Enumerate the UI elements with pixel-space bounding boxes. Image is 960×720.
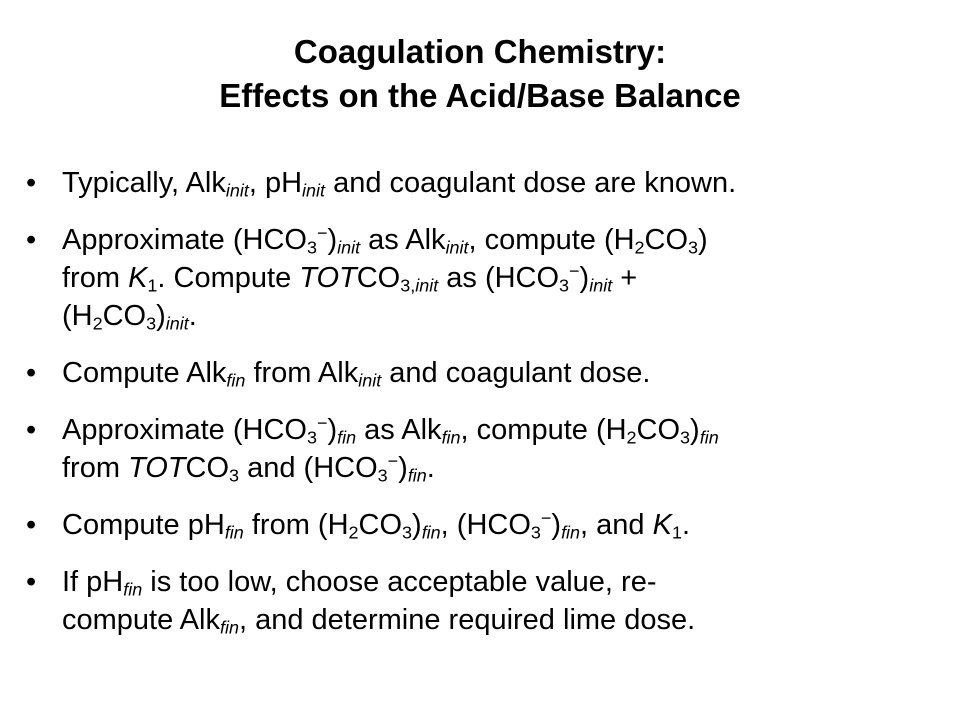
bullet-text: . <box>188 300 197 332</box>
bullet-text: is too low, choose acceptable value, re- <box>142 566 657 598</box>
bullet-text: ) <box>327 224 338 256</box>
bullet-text: , (HCO <box>440 509 531 541</box>
bullet-text-line <box>62 164 946 202</box>
bullet-text: ) <box>156 300 166 332</box>
bullet-text: If pH <box>62 566 124 598</box>
bullet-text: from Alk <box>245 357 359 389</box>
subscript-text: fin <box>407 465 427 486</box>
bullet-text: CO <box>358 509 403 541</box>
bullet-text: ) <box>327 414 338 446</box>
subscript-text: init <box>415 275 439 296</box>
bullet-item <box>26 411 946 487</box>
bullet-text: ) <box>551 509 562 541</box>
subscript-text: 3, <box>400 275 416 296</box>
bullet-dot-icon: • <box>26 566 37 598</box>
bullet-item <box>26 563 946 639</box>
bullet-text: TOT <box>128 452 186 484</box>
bullet-text: as (HCO <box>438 262 560 294</box>
bullet-text-line <box>62 563 946 601</box>
superscript-text: − <box>540 508 552 529</box>
bullet-text: , pH <box>248 167 303 199</box>
bullet-text: , and determine required lime dose. <box>238 604 696 636</box>
subscript-text: init <box>337 237 361 258</box>
bullet-text-line <box>62 601 946 639</box>
subscript-text: init <box>358 370 382 391</box>
subscript-text: 3 <box>402 522 413 543</box>
subscript-text: fin <box>226 370 246 391</box>
bullet-text-line <box>62 354 946 392</box>
bullet-text: compute Alk <box>62 604 220 636</box>
subscript-text: 3 <box>530 522 541 543</box>
subscript-text: 3 <box>688 237 699 258</box>
subscript-text: fin <box>337 427 357 448</box>
subscript-text: 1 <box>671 522 682 543</box>
subscript-text: 2 <box>348 522 359 543</box>
subscript-text: 1 <box>147 275 158 296</box>
bullet-text: CO <box>644 224 689 256</box>
title-line-2: Effects on the Acid/Base Balance <box>219 77 741 114</box>
subscript-text: 3 <box>146 313 157 334</box>
subscript-text: 3 <box>680 427 691 448</box>
superscript-text: − <box>569 261 580 282</box>
bullet-text: ) <box>690 414 700 446</box>
subscript-text: 2 <box>92 313 103 334</box>
bullet-text: CO <box>356 262 401 294</box>
bullet-item <box>26 354 946 392</box>
subscript-text: 3 <box>306 237 317 258</box>
subscript-text: init <box>589 275 613 296</box>
bullet-text: (H <box>62 300 93 332</box>
bullet-text: and coagulant dose are known. <box>325 167 737 199</box>
bullet-text: Compute pH <box>62 509 225 541</box>
bullet-text-line <box>62 411 946 449</box>
bullet-text: from <box>62 452 129 484</box>
bullet-text: . <box>681 509 691 541</box>
bullet-text: ) <box>412 509 422 541</box>
bullet-text: and coagulant dose. <box>381 357 651 389</box>
subscript-text: fin <box>219 617 239 638</box>
subscript-text: fin <box>699 427 719 448</box>
bullet-text: CO <box>636 414 681 446</box>
subscript-text: 3 <box>559 275 570 296</box>
subscript-text: init <box>165 313 189 334</box>
subscript-text: fin <box>441 427 461 448</box>
bullet-text: . <box>426 452 435 484</box>
subscript-text: init <box>302 180 326 201</box>
superscript-text: − <box>316 413 328 434</box>
bullet-text: as Alk <box>360 224 446 256</box>
superscript-text: − <box>387 451 399 472</box>
subscript-text: 3 <box>229 465 240 486</box>
bullet-text: Compute Alk <box>62 357 227 389</box>
bullet-text: . Compute <box>157 262 300 294</box>
bullet-text: from (H <box>243 509 349 541</box>
bullet-item <box>26 164 946 202</box>
bullet-text-line <box>62 506 946 544</box>
bullet-list <box>26 164 946 658</box>
bullet-text-line <box>62 221 946 259</box>
subscript-text: init <box>225 180 249 201</box>
bullet-text: K <box>128 262 148 294</box>
bullet-dot-icon: • <box>26 357 37 389</box>
subscript-text: 2 <box>626 427 637 448</box>
subscript-text: fin <box>421 522 441 543</box>
bullet-text: CO <box>185 452 230 484</box>
bullet-text-line <box>62 259 946 297</box>
bullet-dot-icon: • <box>26 414 37 446</box>
bullet-dot-icon: • <box>26 167 37 199</box>
bullet-text: and (HCO <box>239 452 378 484</box>
bullet-text: TOT <box>299 262 357 294</box>
bullet-text: Typically, Alk <box>62 167 226 199</box>
subscript-text: 3 <box>306 427 317 448</box>
bullet-text: as Alk <box>356 414 442 446</box>
subscript-text: 2 <box>634 237 645 258</box>
bullet-text: CO <box>102 300 147 332</box>
bullet-text: ) <box>579 262 590 294</box>
subscript-text: fin <box>123 579 143 600</box>
subscript-text: fin <box>561 522 581 543</box>
bullet-item <box>26 221 946 335</box>
subscript-text: init <box>445 237 469 258</box>
bullet-dot-icon: • <box>26 224 37 256</box>
slide-title <box>0 30 960 118</box>
bullet-text: , compute (H <box>468 224 635 256</box>
title-line-1: Coagulation Chemistry: <box>293 33 667 70</box>
bullet-text: ) <box>698 224 708 256</box>
bullet-text: K <box>652 509 672 541</box>
bullet-text: , and <box>580 509 653 541</box>
bullet-text: + <box>612 262 638 294</box>
bullet-text-line <box>62 449 946 487</box>
bullet-text: Approximate (HCO <box>62 414 307 446</box>
bullet-text: from <box>62 262 129 294</box>
subscript-text: 3 <box>377 465 388 486</box>
bullet-text: , compute (H <box>460 414 627 446</box>
superscript-text: − <box>316 223 328 244</box>
bullet-item <box>26 506 946 544</box>
bullet-text: Approximate (HCO <box>62 224 307 256</box>
bullet-dot-icon: • <box>26 509 37 541</box>
bullet-text-line <box>62 297 946 335</box>
bullet-text: ) <box>398 452 408 484</box>
subscript-text: fin <box>224 522 244 543</box>
